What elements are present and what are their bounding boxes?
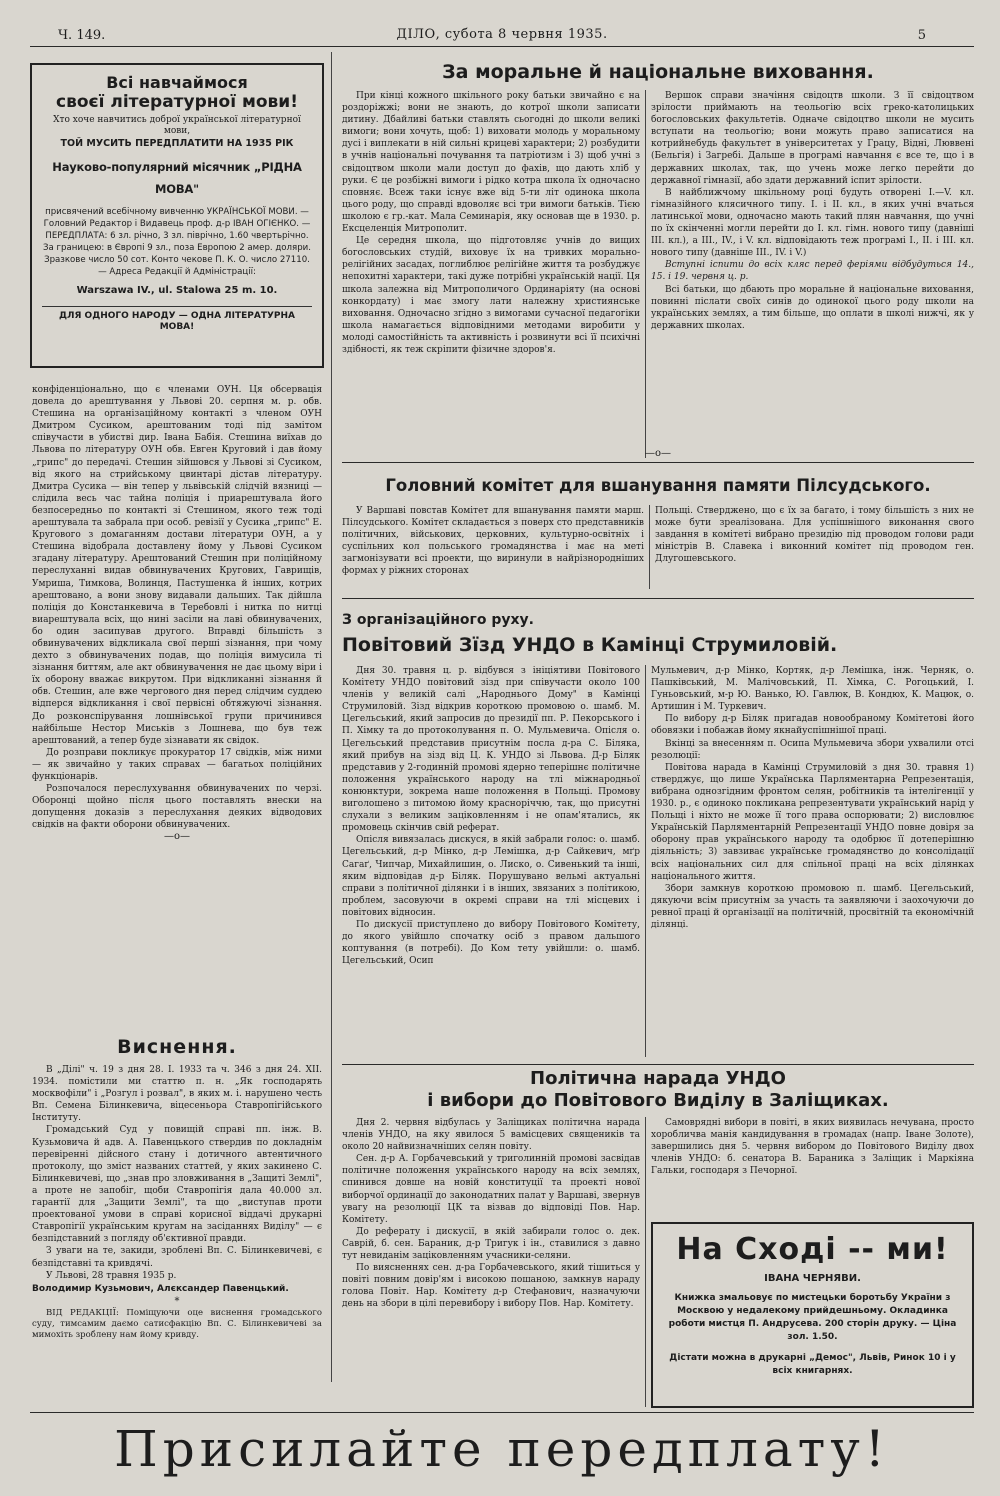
left-article-paragraph: Розпочалося переслухування обвинувачених по черзі. Оборонці щойно після цього поставлять внески на допущення доказів з переслухання деяких відводових свідків на факти оборони обвинувачених. xyxy=(32,784,322,831)
issue-number: Ч. 149. xyxy=(58,28,106,43)
moral-paragraph: Всі батьки, що дбають про моральне й національне виховання, повинні післати своїх синів до одинокої цього роду школи на українських землях, а тим більше, що оплати в школі нижчі, як у державних школах. xyxy=(651,284,974,331)
ad-body: присвячений всебічному вивченню УКРАЇНСЬКОЇ МОВИ. — Головний Редактор і Видавець проф. д-р ІВАН ОГІЄНКО. — ПЕРЕДПЛАТА: 6 зл. річно, 3 зл. піврічно, 1.60 чвертьрічно. За границею: в Європі 9 зл., поза Европою 2 амер. доляри. Зразкове число 50 сот. Конто чекове П. К. О. число 27110. — Адреса Редакції й Адміністрації: xyxy=(43,207,311,277)
undo-col-left xyxy=(342,665,640,1061)
ad-line-2: ТОЙ МУСИТЬ ПЕРЕДПЛАТИТИ НА 1935 РІК xyxy=(60,138,294,149)
undo-heading: Повітовий Зїзд УНДО в Камінці Струмиловій. xyxy=(342,634,838,656)
clarification-paragraph: Громадський Суд у повищій справі пп. інж. В. Кузьмовича й адв. А. Павенцького ствердив по докладнім перевіренні дійсного стану і дотичного автентичного протоколу, що зміст названих статтей, у яких закинено С. Білинкевичеві, що „знав про зловживання в „Защиті Землі", а проте не запобіг, щоби Ставропігія дала 40.000 зл. гарантії для „Защити Землі", та що „виступав проти проектованої умови в справі корисної віддачі друкарні Ставропігії українським кругам на засіданнях Виділу" — є безпідставний з погляду об'єктивної правди. xyxy=(32,1125,322,1245)
separator: —o— xyxy=(163,831,191,843)
footer-slogan: Присилайте передплату! xyxy=(114,1420,890,1478)
undo-paragraph: Мульмевич, д-р Мінко, Кортяк, д-р Лемішка, інж. Черняк, о. Пашківський, М. Малічовський, П. Хімка, С. Рогоцький, І. Гуньовський, м-р Ю. Ванько, Ю. Гавлюк, В. Кондюх, К. Мацюк, о. Артишин і М. Туркевич. xyxy=(651,666,974,713)
zalishchyky-col-left xyxy=(342,1117,640,1407)
ad-box-ridna-mova xyxy=(30,63,324,368)
moral-exam-note: Вступні іспити до всіх кляс перед феріями відбудуться 14., 15. і 19. червня ц. р. xyxy=(651,260,974,283)
masthead: ДІЛО, субота 8 червня 1935. xyxy=(396,27,608,42)
moral-paragraph: В найближчому шкільному році будуть отворені І.—V. кл. гімназійного клясичного типу. І. і ІІ. кл., в яких учні вчаться латинської мови, одночасно мають такий плян навчання, що учні по їх скінченні могли перейти до І. кл. гімн. нового типу (давніші ІІІ. кл.), а ІІІ., IV., і V. кл. відповідають теж програмі І., ІІ. і ІІІ. кл. нового типу (давніше ІІІ., IV. і V.) xyxy=(651,187,974,259)
ad-title-1: Всі навчаймося xyxy=(106,73,248,92)
undo-paragraph: Збори замкнув короткою промовою п. шамб. Цегельський, дякуючи всім присутнім за участь та заявляючи і заохочуючи до ревної праці й організації на політичній, просвітній та економічній ділянці. xyxy=(651,883,974,930)
undo-col-right xyxy=(651,665,974,1061)
clarification-date: У Львові, 28 травня 1935 р. xyxy=(46,1270,177,1281)
ad-journal-title: Науково-популярний місячник „РІДНА МОВА" xyxy=(52,160,302,196)
clarification-paragraph: В „Ділі" ч. 19 з дня 28. І. 1933 та ч. 346 з дня 24. XII. 1934. помістили ми статтю п. н. „Як господарять москвофіли" і „Розгул і розвал", в яких м. і. нарушено честь Вп. Семена Білинкевича, віцесеньора Ставропігійського Інституту. xyxy=(32,1065,322,1124)
pilsudski-text-right: Польщі. Стверджено, що є їх за багато, і тому більшість з них не може бути зреалізована. Для успішнішого виконання свого завдання в комітеті вибрано президію під проводом голови ради міністрів В. Славека і виконний комітет під проводом ген. Длугошевського. xyxy=(655,506,974,565)
column-rule-mid-top xyxy=(645,90,646,458)
zalishchyky-paragraph: Дня 2. червня відбулась у Заліщиках політична нарада членів УНДО, на яку явилося 5 вамісцевих священиків та около 20 найвизначніших селян повіту. xyxy=(342,1118,640,1153)
column-rule-zalishchyky xyxy=(645,1117,646,1407)
book-ad-box xyxy=(651,1222,974,1408)
footer-rule xyxy=(30,1412,974,1413)
zalishchyky-paragraph: Самоврядні вибори в повіті, в яких виявилась нечувана, просто хоробличва манія кандидування в громадах (напр. Іване Золоте), завершились дня 5. червня вибором до Повітового Виділу двох членів УНДО: б. сенатора В. Бараника з Заліщик і Маркіяна Гальки, господаря з Печорної. xyxy=(651,1118,974,1177)
clarification-paragraph: З уваги на те, закиди, зроблені Вп. С. Білинкевичеві, є безпідставні та кривдячі. xyxy=(32,1246,322,1269)
page-number: 5 xyxy=(917,28,926,43)
zalishchyky-paragraph: По виясненнях сен. д-ра Горбачевського, який тішиться у повіті повним довір'ям і високою пошаною, замкнув нараду голова Повіт. Нар. Комітету д-р Стефанович, назначуючи день на збори в цілі перевибору і вибору Пов. Нар. Комітету. xyxy=(342,1263,640,1310)
zalishchyky-paragraph: До реферату і дискусії, в якій забирали голос о. дек. Саврій, б. сен. Бараник, д-р Тригук і ін., ставилися з давно тут невиданім заціковленням учасники-селяни. xyxy=(342,1226,640,1262)
undo-kicker: З організаційного руху. xyxy=(342,612,534,628)
book-description: Книжка змальовує по мистецьки боротьбу України з Москвою у недалекому прийдешньому. Окладинка роботи мистця П. Андрусева. 200 сторін друку. — Ціна зол. 1.50. xyxy=(668,1293,957,1342)
zalishchyky-heading-1: Політична нарада УНДО xyxy=(530,1068,786,1089)
zalishchyky-paragraph: Сен. д-р А. Горбачевський у триголинній промові засвідав політичне положення українського народу на всіх землях, спинився довше на новій конституції та проекті нової виборчої ординації до законодатних палат у Варшаві, звернув увагу на резолюції ЦК та візвав до відповіді Пов. Нар. Комітету. xyxy=(342,1154,640,1225)
book-title: На Сході -- ми! xyxy=(676,1232,949,1267)
moral-col-right xyxy=(651,90,974,458)
page-header xyxy=(30,24,974,46)
left-article xyxy=(32,384,322,1032)
undo-paragraph: По дискусії приступлено до вибору Повітового Комітету, до якого увійшло спочатку осіб з правом дальшого коптування (в потребі). До Ком тету увійшли: о. шамб. Цегельський, Осип xyxy=(342,919,640,967)
undo-paragraph: По вибору д-р Біляк пригадав новообраному Комітетові його обовязки і побажав йому якнайуспішнішої праці. xyxy=(651,714,974,737)
column-rule-pilsudski xyxy=(649,505,650,589)
zalishchyky-col-right xyxy=(651,1117,974,1217)
book-author: ІВАНА ЧЕРНЯВИ. xyxy=(764,1273,861,1284)
ad-line-1: Хто хоче навчитись доброї української літературної мови, xyxy=(53,115,301,136)
moral-paragraph: Це середня школа, що підготовляє учнів до вищих богословських студій, виховує їх на тривких морально-релігійних засадах, поглиблює релігійне життя та розбуджує непохитні характери, такі дуже потрібні українській нації. Ця школа залежна від Митрополичого Ординаріяту (на основі конкордату) і має змогу лати належну християнське виховання. Одночасно згідно з вимогами сучасної педагогіки школа намагається відповідними методами виробити у молоді самостійність та активність і розвинути всі її психічні здібності, як теж скріпити фізичне здоров'я. xyxy=(342,236,640,355)
left-article-paragraph: конфіденціонально, що є членами ОУН. Ця обсервація довела до арештування у Львові 20. серпня м. р. обв. Стешина на організаційному контакті з членом ОУН Дмитром Сусиком, арештованим тоді під замітом співучасти в убистві дир. Івана Бабія. Стешина виїхав до Львова по літературу ОУН обв. Евген Круговий і дав йому „грипс" до передачі. Стешин зійшовся у Львові зі Сусиком, від якого на стрийському цвинтарі дістав літературу. Дмитра Сусика — він тепер у львівській слідчій вязниці — слідила весь час тайна поліція і приарештувала його безпосередньо по контакті зі Стешином, якого теж тоді арештувала та забрала при особ. ревізії у Сусика „грипс" Е. Кругового з домаганням достави літератури ОУН, а у Стешина відобрала доставлену йому у Львові Сусиком згадану літературу. Арештований Стешин при поліційному переслуханні видав обвинувачених Кругових, Гаврищів, Умриша, Тимкова, Волинця, Пастушенка й інших, котрих арештовано, а вони знову видавали дальших. Так дійшла поліція до Констанкевича в Теребовлі і нитка по нитці виарештувала всіх, що нині засіли на лаві обвинувачених, бо один засипував другого. Вправді більшість з обвинувачених відкликала свої перші зізнання, при чому дехто з обвинувачених подав, що поліція вимусила ті зізнання биттям, але акт обвинувачення не дає цьому віри і їх оборону вважає викрутом. При відкликанні зізнання й обв. Стешин, але вже чергового дня перед слідчим суддею відперся відкликання і свої первісні обтяжуючі зізнання. До розконспірування лошнівської групи причинився найбільше Нестор Миськів з Лошнева, що був теж арештований, а тепер буде зізнавати як свідок. xyxy=(32,385,322,746)
undo-paragraph: Дня 30. травня ц. р. відбувся з ініціятиви Повітового Комітету УНДО повітовий зізд при співучасти около 100 членів у великій салі „Народнього Дому" в Камінці Струмиловій. Зізд відкрив короткою промовою о. шамб. М. Цегельський, який запросив до президії пп. Р. Пекорського і П. Хімку та до протоколування п. О. Мульмевича. Опісля о. Цегельський представив присутнім посла д-ра С. Біляка, який прибув на зізд від Ц. К. УНДО зі Львова. Д-р Біляк представив у 2-годинній промові ядерно теперішнє політичне положення українського народу на тлі міжнародньої конюнктури, зокрема наше положення в Польщі. Промову виголошено з питомою йому красноріччю, так, що присутні слухали з великим заціковленням і не опам'ятались, як промовець скінчив свій реферат. xyxy=(342,666,640,834)
moral-paragraph: При кінці кожного шкільного року батьки звичайно є на роздоріжжі; вони не знають, до котрої школи записати дитину. Дбайливі батьки ставлять сьогодні до школи великі вимоги; вони хочуть, щоб: 1) виховати молодь у моральному дусі і виплекати в ній сильні крицеві характери; 2) розбудити в учнів національні почування та патріотизм і 3) щоб учні з свідоцтвом школи мали доступ до фахів, що дають хліб у руки. Є це розбіжні вимоги і рідко котра школа їх одночасно сповняє. Всеж таки існує вже від 5-ти літ одинока школа цього роду, що справді вдоволяє всі три вимоги батьків. Тією школою є гр.-кат. Мала Семинарія, яку основав ще в 1930. р. Ексцеленція Митрополит. xyxy=(342,91,640,235)
moral-paragraph: Вершок справи значіння свідоцтв школи. З її свідоцтвом зрілости приймають на теольогію всіх греко-католицьких богословських факультетів. Одначе свідоцтво школи не мусить вступати на теольогію; вони можуть право записатися на котрийнебудь факультет в університетах у Грацу, Відні, Люввені (Бельгія) і Загребі. Дальше в програмі навчання є все те, що і в державних школах, так, що учень може легко перейти до державної гімназії, або здати державний іспит зрілости. xyxy=(651,91,974,186)
rule xyxy=(342,598,974,599)
ad-slogan: ДЛЯ ОДНОГО НАРОДУ — ОДНА ЛІТЕРАТУРНА МОВА! xyxy=(58,311,296,332)
header-rule xyxy=(30,46,974,47)
clarification-heading: Виснення. xyxy=(117,1036,237,1058)
undo-paragraph: Опісля вивязалась дискуся, в якій забрали голос: о. шамб. Цегельський, д-р Мінко, д-р Лемішка, д-р Сайкевич, мґр Сагаґ, Чипчар, Михайлишин, о. Лиско, о. Сивенький та інші, яким відповідав д-р Біляк. Порушувано вельмі актуальні справи з політичної ділянки і в інших, звязаних з політикою, проблем, засовуючи в окремі справи на тлі місцевих і повітових відносин. xyxy=(342,835,640,918)
moral-col-left xyxy=(342,90,640,458)
left-article-paragraph: До розправи покликує прокуратор 17 свідків, між ними — як звичайно у таких справах — багатьох поліційних функціонарів. xyxy=(32,747,322,782)
pilsudski-col-right xyxy=(655,505,974,591)
clarification-signature: Володимир Кузьмович, Алєксандер Павенцький. xyxy=(32,1283,289,1294)
undo-resolution: Повітова нарада в Камінці Струмиловій з дня 30. травня 1) стверджує, що лише Українська Парляментарна Репрезентація, вибрана однозгідним фронтом селян, робітників та інтелігенції у 1930. р., є одиноко покликана репрезентувати український нарід у Польщі і ніхто не може її того права оспорювати; 2) висловлює Українській Парляментарній Репрезентації УНДО повне довіря за оборону прав українського народу та одобрює її дотеперішню діяльність; 3) завзиває українське громадянство до консолідації всіх національних сил для спільної праці на всіх ділянках національного життя. xyxy=(651,762,974,882)
moral-heading: За моральне й національне виховання. xyxy=(442,61,874,83)
editorial-note: ВІД РЕДАКЦІЇ: Поміщуючи оце виснення громадського суду, тимсамим даємо сатисфакцію Вп. С. Білинкевичеві за мимохіть зроблену нам йому кривду. xyxy=(32,1307,322,1340)
ad-title-2: своєї літературної мови! xyxy=(56,92,298,112)
separator: —o— xyxy=(644,448,672,459)
ad-address: Warszawa IV., ul. Stalowa 25 m. 10. xyxy=(76,285,278,296)
pilsudski-heading: Головний комітет для вшанування памяти Пілсудського. xyxy=(385,476,931,495)
clarification-article: Виснення. В „Ділі" ч. 19 з дня 28. І. 1933 та ч. 346 з дня 24. XII. 1934. помістили ми статтю п. н. „Як господарять москвофіли" і „Розгул і розвал", в яких м. і. нарушено честь Вп. Семена Білинкевича, віцесеньора Ставропігійського Інституту. Громадський Суд у повищій справі пп. інж. В. Кузьмовича й адв. А. Павенцького ствердив по докладнім перевіренні дійсного стану і дотичного автентичного протоколу, що зміст названих статтей, у яких закинено С. Білинкевичеві, що „знав про зловживання в „Защиті Землі", а проте не запобіг, щоби Ставропігія дала 40.000 зл. гарантії для „Защити Землі", та що „виступав проти проектованої умови в справі корисної віддачі друкарні Ставропігії українським кругам на засіданнях Виділу" — є безпідставний з погляду об'єктивної правди. З уваги на те, закиди, зроблені Вп. С. Білинкевичеві, є безпідставні та кривдячі. У Львові, 28 травня 1935 р. Володимир Кузьмович, Алєксандер Павенцький. * ВІД РЕДАКЦІЇ: Поміщуючи оце виснення громадського суду, тимсамим даємо сатисфакцію Вп. С. Білинкевичеві за мимохіть зроблену нам йому кривду. xyxy=(32,1036,322,1340)
column-rule-undo xyxy=(645,665,646,1057)
book-where-to-buy: Дістати можна в друкарні „Демос", Львів, Ринок 10 і у всіх книгарнях. xyxy=(669,1353,956,1376)
undo-paragraph: Вкінці за внесенням п. Осипа Мульмевича збори ухвалили отсі резолюції: xyxy=(651,738,974,761)
pilsudski-col-left xyxy=(342,505,644,591)
rule xyxy=(342,1064,974,1065)
zalishchyky-heading-2: і вибори до Повітового Виділу в Заліщиках. xyxy=(427,1090,889,1111)
pilsudski-text-left: У Варшаві повстав Комітет для вшанування памяти марш. Пілсудського. Комітет складається з поверх сто представників політичних, військових, церковних, культурно-освітніх і суспільних кол польського громадянства і має на меті загмонізувати всі проекти, що виринули в найрізнородніших формах у ріжних сторонах xyxy=(342,506,644,577)
column-rule-1 xyxy=(331,52,332,1382)
rule xyxy=(342,462,974,463)
